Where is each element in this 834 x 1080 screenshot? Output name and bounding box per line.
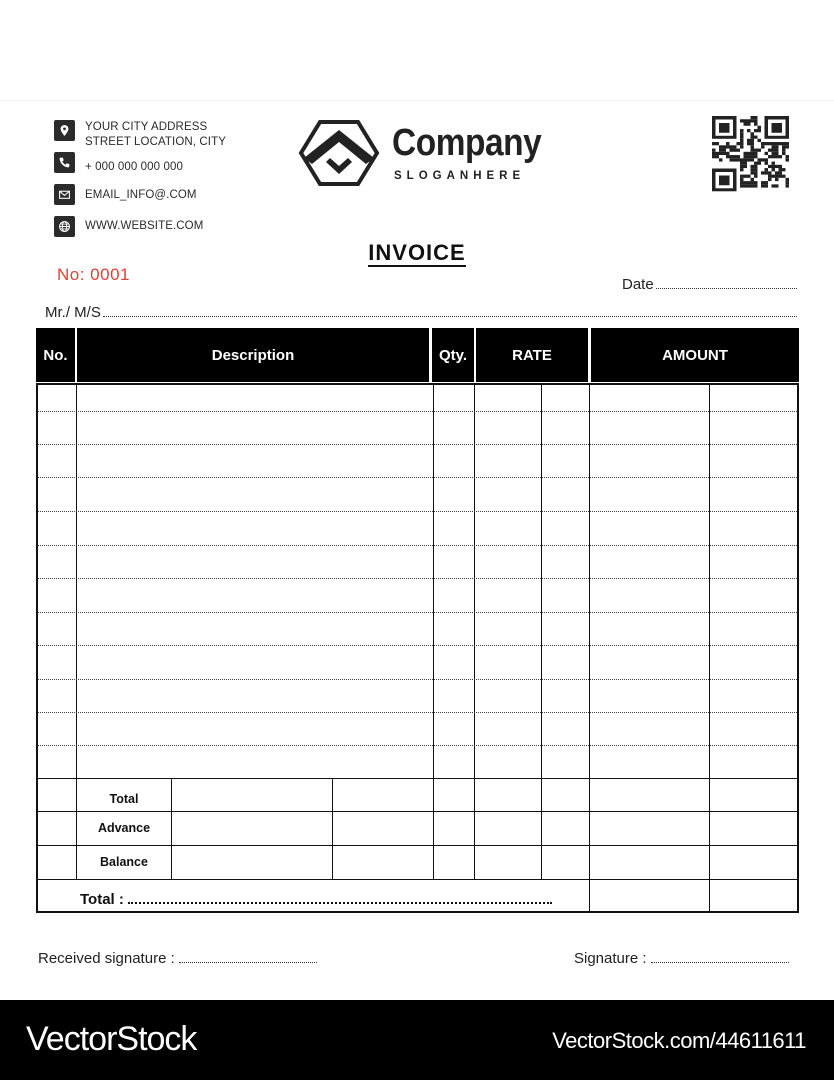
phone-text: + 000 000 000 000 (85, 161, 183, 173)
item-row-separator (38, 745, 797, 746)
date-label: Date (622, 276, 654, 293)
summary-line (38, 845, 797, 846)
header-amount: AMOUNT (591, 328, 799, 382)
watermark-url: VectorStock.com/44611611 (552, 1028, 806, 1053)
item-row-separator (38, 477, 797, 478)
customer-fill-line (103, 305, 797, 317)
summary-label-balance: Balance (100, 855, 148, 869)
col-divider (76, 385, 77, 879)
col-divider (474, 385, 475, 879)
company-logo-mark-icon (298, 118, 380, 188)
address-row (54, 120, 226, 150)
col-divider (332, 778, 333, 879)
item-row-separator (38, 578, 797, 579)
summary-top-line (38, 778, 797, 779)
item-row-separator (38, 679, 797, 680)
received-signature-field[interactable] (38, 950, 317, 967)
qr-code-icon (712, 116, 796, 194)
watermark-brand: VectorStock (26, 1020, 197, 1058)
email-row (54, 184, 197, 205)
col-divider (541, 385, 542, 879)
email-text: EMAIL_INFO@.COM (85, 189, 197, 201)
company-slogan: SLOGANHERE (394, 170, 526, 182)
address-line-1: YOUR CITY ADDRESS (85, 121, 208, 133)
company-name: Company (392, 122, 542, 164)
item-row-separator (38, 411, 797, 412)
website-text: WWW.WEBSITE.COM (85, 220, 204, 232)
grand-total-fill-line (128, 892, 552, 904)
company-logo (298, 118, 558, 188)
summary-label-total: Total (109, 792, 139, 806)
signature-label: Signature : (574, 950, 647, 967)
item-row-separator (38, 511, 797, 512)
col-divider (589, 385, 590, 913)
phone-icon (54, 152, 75, 173)
header-qty: Qty. (432, 328, 474, 382)
header-rate: RATE (476, 328, 588, 382)
invoice-title (300, 240, 534, 266)
received-signature-line (179, 951, 317, 963)
phone-row (54, 152, 183, 175)
globe-icon (54, 216, 75, 237)
item-row-separator (38, 712, 797, 713)
received-signature-label: Received signature : (38, 950, 175, 967)
item-row-separator (38, 545, 797, 546)
invoice-title-text: INVOICE (368, 240, 466, 265)
summary-label-advance: Advance (97, 821, 151, 835)
watermark-footer (0, 1000, 834, 1080)
signature-field[interactable] (574, 950, 789, 967)
invoice-table (36, 383, 799, 913)
item-row-separator (38, 645, 797, 646)
address-line-2: STREET LOCATION, CITY (85, 136, 226, 148)
grand-total-line (38, 879, 797, 880)
grand-total-label: Total : (80, 891, 124, 908)
website-row (54, 216, 203, 237)
col-divider (709, 385, 710, 913)
envelope-icon (54, 184, 75, 205)
customer-field[interactable] (45, 304, 797, 321)
header-description: Description (77, 328, 429, 382)
col-divider (433, 385, 434, 879)
item-row-separator (38, 444, 797, 445)
date-fill-line (656, 277, 797, 289)
header-no: No. (36, 328, 75, 382)
invoice-number: No: 0001 (57, 265, 130, 284)
grand-total-field[interactable] (80, 891, 552, 908)
signature-line (651, 951, 789, 963)
col-divider (171, 778, 172, 879)
location-pin-icon (54, 120, 75, 141)
customer-label: Mr./ M/S (45, 304, 101, 321)
date-field[interactable] (622, 276, 797, 293)
summary-line (38, 811, 797, 812)
item-row-separator (38, 612, 797, 613)
